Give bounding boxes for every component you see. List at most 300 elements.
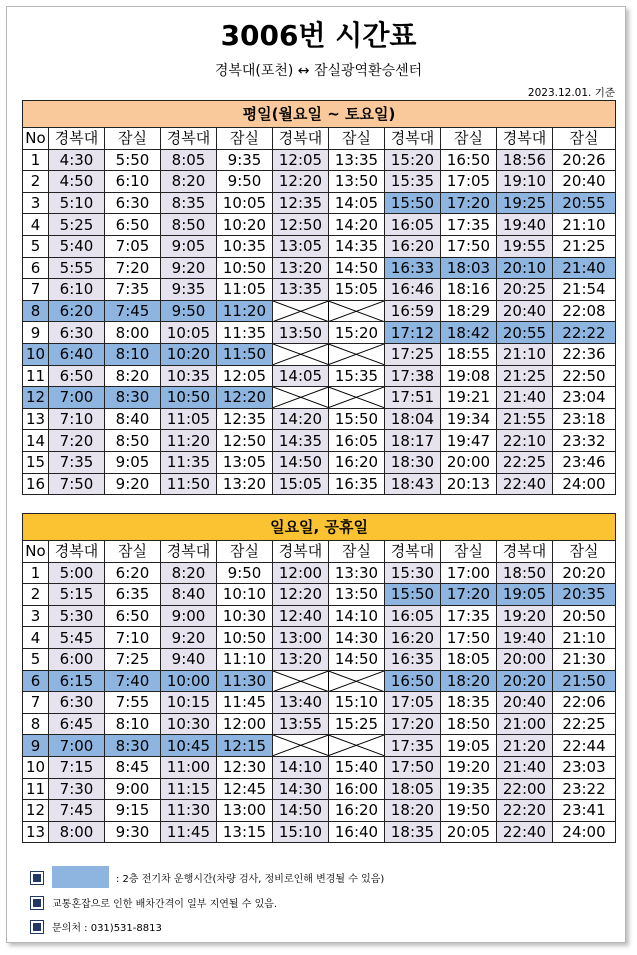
departure-time: 21:10 [553,627,616,649]
departure-time: 19:40 [497,214,553,236]
departure-time: 9:20 [161,257,217,279]
departure-time: 13:50 [273,322,329,344]
departure-time: 22:44 [553,735,616,757]
departure-time: 23:04 [553,387,616,409]
departure-time: 8:05 [161,149,217,171]
departure-time: 19:25 [497,192,553,214]
departure-time: 9:50 [217,562,273,584]
timetable-row [23,648,616,670]
departure-time: 14:05 [329,192,385,214]
timetable-row [23,279,616,301]
departure-time: 24:00 [553,821,616,843]
row-number: 1 [23,562,49,584]
departure-time: 20:20 [553,562,616,584]
departure-time: 19:47 [441,430,497,452]
departure-time: 19:55 [497,235,553,257]
departure-time: 16:35 [329,473,385,495]
departure-time: 8:45 [105,756,161,778]
timetable-row [23,800,616,822]
departure-time: 4:50 [49,171,105,193]
departure-time: 14:30 [329,627,385,649]
departure-time: 12:15 [217,735,273,757]
departure-time: 7:45 [49,800,105,822]
departure-time: 6:50 [49,365,105,387]
weekday-timetable [22,100,616,495]
departure-time: 10:15 [161,692,217,714]
departure-time: 19:20 [497,605,553,627]
departure-time: 14:20 [273,408,329,430]
departure-time: 16:50 [441,149,497,171]
departure-time: 5:45 [49,627,105,649]
departure-time: 10:50 [161,387,217,409]
row-number: 9 [23,322,49,344]
timetable-row [23,627,616,649]
departure-time: 5:25 [49,214,105,236]
departure-time: 12:50 [273,214,329,236]
departure-time: 10:45 [161,735,217,757]
departure-time: 21:30 [553,648,616,670]
departure-time: 17:38 [385,365,441,387]
departure-time: 7:10 [105,627,161,649]
departure-time: 11:35 [217,322,273,344]
departure-time: 11:05 [161,408,217,430]
departure-time: 5:15 [49,584,105,606]
departure-time: 20:50 [553,605,616,627]
departure-time: 17:12 [385,322,441,344]
departure-time: 22:08 [553,300,616,322]
departure-time: 11:50 [161,473,217,495]
row-number: 15 [23,451,49,473]
column-header: 잠실 [553,128,616,150]
departure-time: 18:35 [441,692,497,714]
departure-time: 16:59 [385,300,441,322]
departure-time: 18:30 [385,451,441,473]
departure-time: 15:10 [273,821,329,843]
departure-time: 17:05 [385,692,441,714]
departure-time: 8:50 [161,214,217,236]
departure-time: 12:20 [273,171,329,193]
departure-time: 15:50 [385,584,441,606]
departure-time: 16:20 [385,627,441,649]
departure-time: 16:05 [385,214,441,236]
departure-time: 20:13 [441,473,497,495]
departure-time: 22:25 [497,451,553,473]
timetable-row [23,692,616,714]
departure-time: 7:40 [105,670,161,692]
departure-time: 17:50 [441,235,497,257]
row-number: 2 [23,171,49,193]
departure-time: 14:10 [273,756,329,778]
departure-time: 20:35 [553,584,616,606]
row-number: 6 [23,257,49,279]
holiday-column-header-row [23,541,616,563]
row-number: 4 [23,214,49,236]
departure-time: 17:25 [385,343,441,365]
legend-delay-note: 교통혼잡으로 인한 배차간격이 일부 지연될 수 있음. [52,899,278,910]
departure-time: 12:20 [217,387,273,409]
bullet-square-icon [30,920,44,934]
row-number: 7 [23,692,49,714]
departure-time: 8:20 [105,365,161,387]
timetable-row [23,430,616,452]
departure-time: 20:25 [497,279,553,301]
departure-time: 5:10 [49,192,105,214]
row-number: 6 [23,670,49,692]
departure-time: 10:00 [161,670,217,692]
departure-time: 6:15 [49,670,105,692]
departure-time: 6:20 [105,562,161,584]
departure-time: 22:10 [497,430,553,452]
column-header: 경복대 [49,541,105,563]
departure-time: 14:05 [273,365,329,387]
departure-time: 18:20 [441,670,497,692]
departure-time: 14:50 [329,257,385,279]
departure-time: 8:00 [105,322,161,344]
departure-time: 14:50 [329,648,385,670]
departure-time: 21:25 [553,235,616,257]
departure-time: 12:35 [273,192,329,214]
departure-time: 18:05 [441,648,497,670]
departure-time: 9:20 [161,627,217,649]
column-header: No [23,541,49,563]
route-subtitle: 경복대(포천) ↔ 잠실광역환승센터 [214,63,423,79]
departure-time: 23:22 [553,778,616,800]
row-number: 7 [23,279,49,301]
weekday-heading: 평일(월요일 ~ 토요일) [23,101,616,128]
row-number: 3 [23,605,49,627]
departure-time: 20:55 [553,192,616,214]
departure-time: 18:20 [385,800,441,822]
row-number: 8 [23,713,49,735]
departure-time: 19:35 [441,778,497,800]
departure-time: 12:00 [217,713,273,735]
departure-time: 15:30 [385,562,441,584]
departure-time: 22:25 [553,713,616,735]
timetable-row [23,584,616,606]
departure-time: 24:00 [553,473,616,495]
departure-time: 13:55 [273,713,329,735]
departure-time: 16:05 [385,605,441,627]
departure-time: 22:06 [553,692,616,714]
departure-time: 6:30 [49,322,105,344]
timetable-row [23,257,616,279]
departure-time: 13:05 [217,451,273,473]
departure-time: 8:40 [105,408,161,430]
departure-time: 14:20 [329,214,385,236]
row-number: 8 [23,300,49,322]
departure-time: 10:05 [217,192,273,214]
holiday-rows [23,562,616,843]
row-number: 13 [23,408,49,430]
departure-time: 17:35 [441,214,497,236]
column-header: 잠실 [217,541,273,563]
departure-time: 18:42 [441,322,497,344]
departure-time: 18:04 [385,408,441,430]
departure-time: 7:20 [49,430,105,452]
departure-time: 21:10 [553,214,616,236]
departure-time: 19:08 [441,365,497,387]
holiday-heading: 일요일, 공휴일 [23,514,616,541]
departure-time: 6:20 [49,300,105,322]
departure-time: 12:35 [217,408,273,430]
bullet-square-icon [30,871,44,885]
no-service-cross [273,735,385,757]
departure-time: 22:36 [553,343,616,365]
departure-time: 7:25 [105,648,161,670]
departure-time: 17:35 [385,735,441,757]
departure-time: 22:40 [497,473,553,495]
departure-time: 6:10 [49,279,105,301]
departure-time: 18:03 [441,257,497,279]
departure-time: 20:05 [441,821,497,843]
departure-time: 8:35 [161,192,217,214]
departure-time: 16:20 [329,451,385,473]
departure-time: 7:15 [49,756,105,778]
timetable-row [23,343,616,365]
row-number: 11 [23,778,49,800]
departure-time: 15:35 [329,365,385,387]
departure-time: 23:18 [553,408,616,430]
timetable-row [23,756,616,778]
departure-time: 9:30 [105,821,161,843]
departure-time: 12:00 [273,562,329,584]
departure-time: 9:00 [105,778,161,800]
departure-time: 10:30 [217,605,273,627]
departure-time: 14:50 [273,800,329,822]
bullet-square-icon [30,896,44,910]
departure-time: 16:33 [385,257,441,279]
departure-time: 15:25 [329,713,385,735]
departure-time: 5:30 [49,605,105,627]
departure-time: 23:03 [553,756,616,778]
departure-time: 9:50 [217,171,273,193]
departure-time: 7:35 [105,279,161,301]
departure-time: 21:55 [497,408,553,430]
departure-time: 17:50 [441,627,497,649]
departure-time: 20:40 [497,692,553,714]
departure-time: 16:40 [329,821,385,843]
departure-time: 8:20 [161,171,217,193]
departure-time: 6:35 [105,584,161,606]
departure-time: 10:50 [217,627,273,649]
departure-time: 13:50 [329,171,385,193]
departure-time: 22:22 [553,322,616,344]
departure-time: 6:50 [105,214,161,236]
row-number: 3 [23,192,49,214]
departure-time: 5:40 [49,235,105,257]
timetable-row [23,192,616,214]
departure-time: 15:20 [329,322,385,344]
departure-time: 11:30 [161,800,217,822]
departure-time: 15:10 [329,692,385,714]
column-header: 경복대 [161,128,217,150]
departure-time: 9:50 [161,300,217,322]
departure-time: 15:20 [385,149,441,171]
timetable-row [23,713,616,735]
departure-time: 12:30 [217,756,273,778]
departure-time: 5:50 [105,149,161,171]
departure-time: 9:40 [161,648,217,670]
departure-time: 15:05 [329,279,385,301]
departure-time: 6:10 [105,171,161,193]
departure-time: 13:00 [217,800,273,822]
column-header: No [23,128,49,150]
departure-time: 11:45 [217,692,273,714]
row-number: 9 [23,735,49,757]
timetable-row [23,365,616,387]
departure-time: 8:30 [105,735,161,757]
departure-time: 10:20 [161,343,217,365]
no-service-cross [273,387,385,409]
departure-time: 18:16 [441,279,497,301]
departure-time: 18:35 [385,821,441,843]
departure-time: 20:40 [553,171,616,193]
timetable-row [23,214,616,236]
departure-time: 9:20 [105,473,161,495]
timetable-row [23,451,616,473]
departure-time: 17:35 [441,605,497,627]
departure-time: 11:20 [217,300,273,322]
row-number: 13 [23,821,49,843]
departure-time: 18:29 [441,300,497,322]
holiday-timetable [22,513,616,843]
timetable-row [23,821,616,843]
departure-time: 22:50 [553,365,616,387]
row-number: 5 [23,648,49,670]
departure-time: 6:00 [49,648,105,670]
column-header: 경복대 [385,128,441,150]
row-number: 5 [23,235,49,257]
departure-time: 20:40 [497,300,553,322]
departure-time: 18:43 [385,473,441,495]
departure-time: 11:35 [161,451,217,473]
departure-time: 10:50 [217,257,273,279]
departure-time: 18:50 [441,713,497,735]
column-header: 잠실 [553,541,616,563]
row-number: 2 [23,584,49,606]
departure-time: 9:15 [105,800,161,822]
column-header: 경복대 [497,128,553,150]
departure-time: 20:20 [497,670,553,692]
departure-time: 16:46 [385,279,441,301]
departure-time: 19:05 [497,584,553,606]
departure-time: 16:05 [329,430,385,452]
departure-time: 12:40 [273,605,329,627]
column-header: 경복대 [385,541,441,563]
departure-time: 23:41 [553,800,616,822]
weekday-rows [23,149,616,495]
row-number: 11 [23,365,49,387]
departure-time: 10:20 [217,214,273,236]
departure-time: 13:15 [217,821,273,843]
departure-time: 11:00 [161,756,217,778]
departure-time: 19:40 [497,627,553,649]
departure-time: 14:10 [329,605,385,627]
departure-time: 13:30 [329,562,385,584]
departure-time: 11:10 [217,648,273,670]
departure-time: 17:05 [441,171,497,193]
departure-time: 9:35 [161,279,217,301]
departure-time: 11:15 [161,778,217,800]
departure-time: 21:40 [553,257,616,279]
departure-time: 17:51 [385,387,441,409]
departure-time: 7:55 [105,692,161,714]
timetable-row [23,300,616,322]
departure-time: 16:20 [385,235,441,257]
departure-time: 14:30 [273,778,329,800]
departure-time: 18:56 [497,149,553,171]
departure-time: 9:05 [161,235,217,257]
column-header: 잠실 [441,541,497,563]
departure-time: 12:45 [217,778,273,800]
timetable-row [23,778,616,800]
row-number: 10 [23,343,49,365]
highlight-legend-swatch [52,866,109,888]
column-header: 잠실 [441,128,497,150]
departure-time: 10:35 [217,235,273,257]
departure-time: 7:45 [105,300,161,322]
row-number: 16 [23,473,49,495]
departure-time: 14:35 [273,430,329,452]
departure-time: 17:20 [441,192,497,214]
departure-time: 18:17 [385,430,441,452]
departure-time: 21:40 [497,387,553,409]
departure-time: 8:00 [49,821,105,843]
departure-time: 13:20 [273,257,329,279]
departure-time: 11:20 [161,430,217,452]
departure-time: 16:35 [385,648,441,670]
departure-time: 12:05 [273,149,329,171]
departure-time: 15:50 [329,408,385,430]
departure-time: 12:50 [217,430,273,452]
departure-time: 23:46 [553,451,616,473]
departure-time: 9:35 [217,149,273,171]
departure-time: 21:25 [497,365,553,387]
column-header: 잠실 [105,128,161,150]
column-header: 경복대 [497,541,553,563]
no-service-cross [273,670,385,692]
departure-time: 21:10 [497,343,553,365]
departure-time: 23:32 [553,430,616,452]
departure-time: 13:00 [273,627,329,649]
no-service-cross [273,300,385,322]
departure-time: 8:10 [105,713,161,735]
departure-time: 6:30 [105,192,161,214]
row-number: 10 [23,756,49,778]
departure-time: 20:00 [497,648,553,670]
departure-time: 17:20 [441,584,497,606]
departure-time: 13:50 [329,584,385,606]
departure-time: 21:40 [497,756,553,778]
departure-time: 13:20 [273,648,329,670]
departure-time: 7:00 [49,387,105,409]
legend-contact: 문의처 : 031)531-8813 [52,923,162,934]
timetable-row [23,473,616,495]
timetable-row [23,235,616,257]
departure-time: 15:35 [385,171,441,193]
timetable-row [23,387,616,409]
row-number: 12 [23,387,49,409]
departure-time: 15:50 [385,192,441,214]
departure-time: 19:50 [441,800,497,822]
departure-time: 12:05 [217,365,273,387]
column-header: 경복대 [161,541,217,563]
timetable-row [23,322,616,344]
departure-time: 16:20 [329,800,385,822]
departure-time: 13:35 [329,149,385,171]
legend-highlight-note: : 2층 전기차 운행시간(차량 검사, 정비로인해 변경될 수 있음) [116,874,385,885]
column-header: 경복대 [49,128,105,150]
